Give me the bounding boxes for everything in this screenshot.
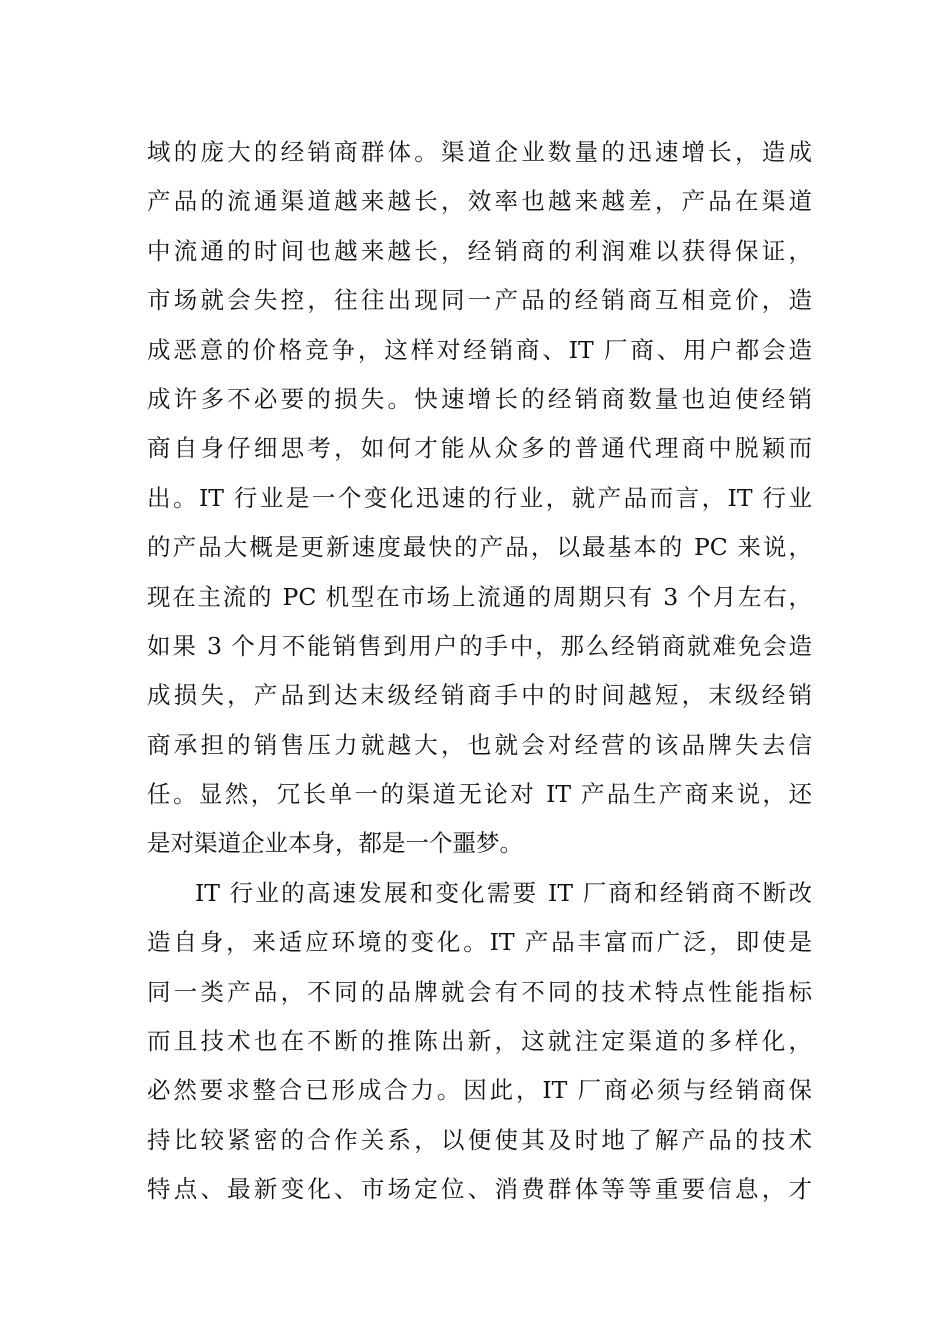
text-line: 中流通的时间也越来越长，经销商的利润难以获得保证， (147, 236, 812, 265)
text-line: 造自身，来适应环境的变化。IT 产品丰富而广泛，即使是 (147, 928, 812, 957)
text-line: 而且技术也在不断的推陈出新，这就注定渠道的多样化， (147, 1027, 812, 1056)
text-line: 域的庞大的经销商群体。渠道企业数量的迅速增长，造成 (147, 138, 812, 166)
paragraph-1 (147, 128, 812, 869)
text-line: 任。显然，冗长单一的渠道无论对 IT 产品生产商来说，还 (147, 780, 812, 809)
text-line: 市场就会失控，往往出现同一产品的经销商互相竞价，造 (147, 286, 812, 315)
text-line: 商承担的销售压力就越大，也就会对经营的该品牌失去信 (147, 730, 812, 759)
text-line: 成损失，产品到达末级经销商手中的时间越短，末级经销 (147, 681, 812, 710)
text-line: 现在主流的 PC 机型在市场上流通的周期只有 3 个月左右， (147, 582, 812, 611)
text-line: 同一类产品，不同的品牌就会有不同的技术特点性能指标 (147, 977, 812, 1006)
text-line: 成许多不必要的损失。快速增长的经销商数量也迫使经销 (147, 384, 812, 413)
text-line: 成恶意的价格竞争，这样对经销商、IT 厂商、用户都会造 (147, 335, 812, 364)
text-line: 产品的流通渠道越来越长，效率也越来越差，产品在渠道 (147, 187, 812, 216)
text-line: 必然要求整合已形成合力。因此，IT 厂商必须与经销商保 (147, 1076, 812, 1105)
text-line: 商自身仔细思考，如何才能从众多的普通代理商中脱颖而 (147, 434, 812, 463)
text-line: 如果 3 个月不能销售到用户的手中，那么经销商就难免会造 (147, 631, 812, 660)
text-line: IT 行业的高速发展和变化需要 IT 厂商和经销商不断改 (195, 878, 812, 907)
text-line: 出。IT 行业是一个变化迅速的行业，就产品而言，IT 行业 (147, 483, 812, 512)
text-line: 持比较紧密的合作关系，以便使其及时地了解产品的技术 (147, 1125, 812, 1154)
paragraph-2 (147, 869, 812, 1215)
body-text (147, 128, 812, 1215)
text-line: 是对渠道企业本身，都是一个噩梦。 (147, 829, 523, 858)
text-line: 的产品大概是更新速度最快的产品，以最基本的 PC 来说， (147, 533, 812, 562)
text-line: 特点、最新变化、市场定位、消费群体等等重要信息，才 (147, 1175, 812, 1204)
